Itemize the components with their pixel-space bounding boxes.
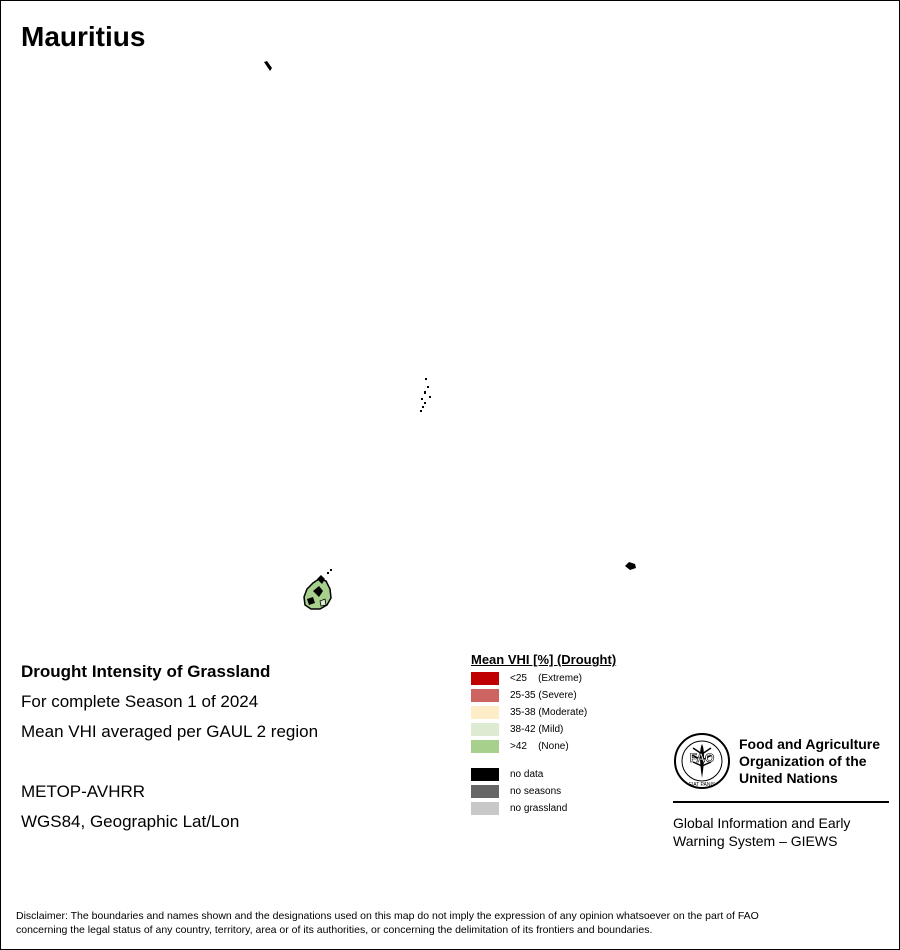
info-season: For complete Season 1 of 2024 [21, 692, 259, 711]
legend-swatch [471, 768, 499, 781]
legend-label: >42 (None) [510, 741, 569, 752]
legend-swatch [471, 723, 499, 736]
disclaimer-line: Disclaimer: The boundaries and names shown and the designations used on this map do not imply the expression of any opinion whatsoever on the part of FAO [16, 910, 759, 922]
legend-item [471, 738, 616, 755]
legend-item [471, 800, 616, 817]
fao-name-line: Food and Agriculture [739, 736, 881, 752]
legend-label: <25 (Extreme) [510, 673, 582, 684]
info-sensor: METOP-AVHRR [21, 782, 146, 801]
disclaimer [16, 909, 886, 937]
info-product-title: Drought Intensity of Grassland [21, 662, 271, 681]
map-canvas [1, 1, 899, 641]
legend [471, 652, 616, 817]
fao-organization-name [739, 736, 880, 787]
legend-swatch [471, 672, 499, 685]
legend-swatch [471, 802, 499, 815]
info-method: Mean VHI averaged per GAUL 2 region [21, 722, 319, 741]
fao-logo-letters: FAO [689, 751, 715, 765]
legend-label: 25-35 (Severe) [510, 690, 577, 701]
legend-swatch [471, 706, 499, 719]
legend-title: Mean VHI [%] (Drought) [471, 652, 617, 667]
island-agalega [264, 61, 272, 71]
legend-label: no data [510, 769, 544, 780]
legend-item [471, 704, 616, 721]
legend-item [471, 721, 616, 738]
legend-item [471, 783, 616, 800]
legend-item [471, 687, 616, 704]
legend-label: 38-42 (Mild) [510, 724, 564, 735]
legend-swatch [471, 689, 499, 702]
fao-name-line: Organization of the [739, 753, 867, 769]
legend-item [471, 670, 616, 687]
giews-line: Warning System – GIEWS [673, 833, 838, 849]
fao-divider [673, 801, 889, 803]
disclaimer-line: concerning the legal status of any country, territory, area or of its authorities, or concerning the delimitation of its frontiers and boundaries. [16, 924, 653, 936]
legend-label: 35-38 (Moderate) [510, 707, 588, 718]
fao-logo-icon [673, 732, 731, 790]
giews-line: Global Information and Early [673, 815, 851, 831]
info-projection: WGS84, Geographic Lat/Lon [21, 812, 240, 831]
legend-swatch [471, 785, 499, 798]
island-cargados-carajos [420, 378, 431, 412]
island-mauritius [304, 569, 332, 609]
fao-name-line: United Nations [739, 770, 838, 786]
legend-swatch [471, 740, 499, 753]
map-title: Mauritius [21, 21, 146, 52]
island-rodrigues [625, 562, 636, 570]
legend-item [471, 766, 616, 783]
giews-name [673, 814, 850, 850]
legend-label: no seasons [510, 786, 562, 797]
map-info [21, 657, 318, 837]
legend-label: no grassland [510, 803, 568, 814]
fao-logo-motto: FIAT PANIS [688, 782, 716, 788]
